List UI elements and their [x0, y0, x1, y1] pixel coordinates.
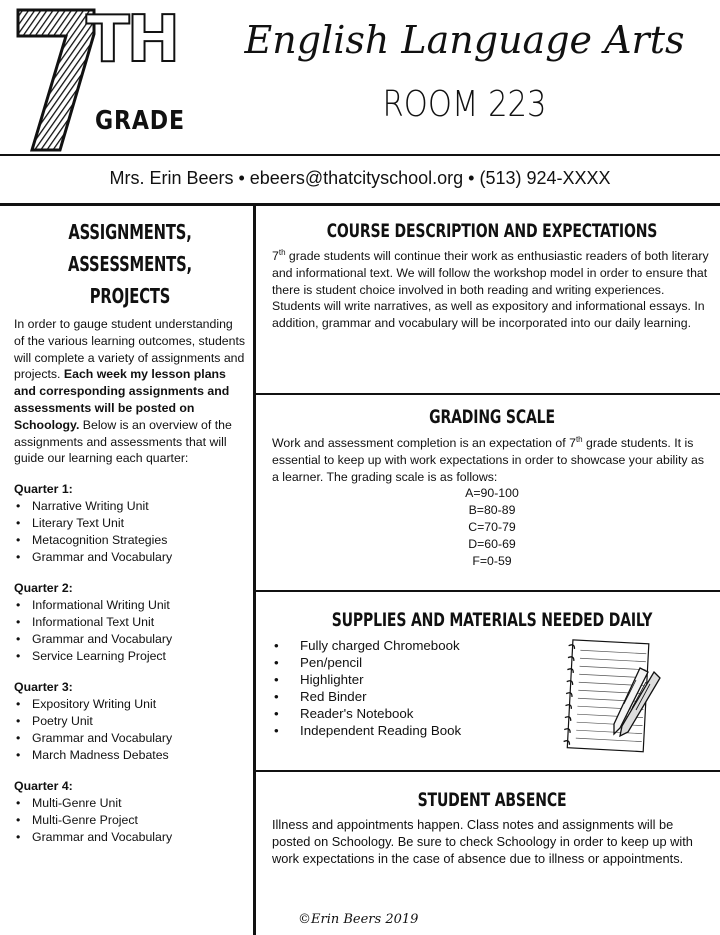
- quarter-list-items: [14, 498, 246, 566]
- grade-label: GRADE: [95, 106, 185, 136]
- list-item: • Expository Writing Unit: [14, 696, 246, 713]
- quarter-title: Quarter 1:: [14, 482, 73, 497]
- room-number: ROOM 223: [382, 84, 547, 125]
- course-body: grade students will continue their work as enthusiastic readers of both literary and informational text. We will follow the workshop model in order to ensure that there is student choice involved in both reading and writing experiences. Students will write narratives, as well as expository and informational essays. In addition, grammar and vocabulary will be incorporated into our daily learning.: [272, 249, 709, 331]
- grade-range: B=80-89: [468, 503, 516, 518]
- supply-item: • Fully charged Chromebook: [272, 638, 712, 655]
- list-item: • Poetry Unit: [14, 713, 246, 730]
- divider: [0, 154, 720, 156]
- grade-range: C=70-79: [468, 520, 516, 535]
- superscript: th: [278, 248, 286, 257]
- grading-section: [272, 406, 712, 569]
- absence-title: STUDENT ABSENCE: [417, 789, 567, 811]
- course-text: [272, 245, 712, 332]
- quarter-list-items: [14, 696, 246, 764]
- quarter-list-items: [14, 795, 246, 846]
- grading-scale: [272, 485, 712, 569]
- column-divider: [253, 206, 256, 935]
- grade-range: F=0-59: [472, 553, 512, 568]
- list-item: • Multi-Genre Project: [14, 812, 246, 829]
- grade-num: 7: [272, 249, 279, 264]
- assignments-title-line2: ASSESSMENTS, PROJECTS: [68, 252, 192, 308]
- list-item: • Literary Text Unit: [14, 515, 246, 532]
- list-item: • Grammar and Vocabulary: [14, 631, 246, 648]
- list-item: • Informational Text Unit: [14, 614, 246, 631]
- list-item: • Multi-Genre Unit: [14, 795, 246, 812]
- supply-item: • Independent Reading Book: [272, 723, 712, 740]
- section-divider: [256, 770, 720, 772]
- list-item: • March Madness Debates: [14, 747, 246, 764]
- list-item: • Grammar and Vocabulary: [14, 829, 246, 846]
- intro-text: In order to gauge student understanding of the various learning outcomes, students will complete a variety of assignments and projects.: [14, 317, 246, 382]
- grade-suffix: TH: [86, 3, 178, 77]
- course-section: [272, 220, 712, 332]
- assignments-intro: [14, 316, 246, 467]
- list-item: • Narrative Writing Unit: [14, 498, 246, 515]
- supply-item: • Red Binder: [272, 689, 712, 706]
- list-item: • Grammar and Vocabulary: [14, 730, 246, 747]
- supply-item: • Reader's Notebook: [272, 706, 712, 723]
- assignments-section: [14, 216, 246, 846]
- quarter-title: Quarter 4:: [14, 779, 73, 794]
- list-item: • Metacognition Strategies: [14, 532, 246, 549]
- supply-item: • Pen/pencil: [272, 655, 712, 672]
- absence-text: Illness and appointments happen. Class notes and assignments will be posted on Schoology. Be sure to check Schoology in order to keep up with work expectations in the case of absence due to illness or appointments.: [272, 817, 693, 866]
- grade-range: A=90-100: [465, 486, 519, 501]
- quarter-list: [14, 481, 246, 846]
- teacher-contact: Mrs. Erin Beers • ebeers@thatcityschool.org • (513) 924-XXXX: [109, 168, 611, 188]
- section-divider: [256, 393, 720, 395]
- list-item: • Service Learning Project: [14, 648, 246, 665]
- list-item: • Grammar and Vocabulary: [14, 549, 246, 566]
- grading-text: [272, 432, 712, 485]
- copyright-credit: ©Erin Beers 2019: [298, 912, 419, 927]
- absence-section: [272, 788, 712, 867]
- intro-bold-text: Each week my lesson plans and corresponding assignments and assessments will be posted on Schoology.: [14, 367, 230, 432]
- section-divider: [256, 590, 720, 592]
- quarter-title: Quarter 3:: [14, 680, 73, 695]
- intro-end-text: Below is an overview of the assignments and assessments that will guide our learning each quarter:: [14, 417, 232, 466]
- grading-text-b: grade students. It is essential to keep up with work expectations in order to showcase your ability as a learner. The grading scale is as follows:: [272, 436, 704, 484]
- grading-text-a: Work and assessment completion is an expectation of 7: [272, 436, 576, 451]
- quarter-list-items: [14, 597, 246, 665]
- notebook-pen-icon: [562, 638, 662, 756]
- assignments-title-line1: ASSIGNMENTS,: [68, 220, 192, 244]
- grade-range: D=60-69: [468, 536, 516, 551]
- list-item: • Informational Writing Unit: [14, 597, 246, 614]
- quarter-title: Quarter 2:: [14, 581, 73, 596]
- page-title: English Language Arts: [244, 18, 685, 62]
- course-title: COURSE DESCRIPTION AND EXPECTATIONS: [326, 220, 658, 242]
- supply-item: • Highlighter: [272, 672, 712, 689]
- divider: [0, 203, 720, 206]
- grading-title: GRADING SCALE: [429, 406, 555, 428]
- superscript: th: [575, 435, 583, 444]
- supplies-title: SUPPLIES AND MATERIALS NEEDED DAILY: [331, 609, 653, 631]
